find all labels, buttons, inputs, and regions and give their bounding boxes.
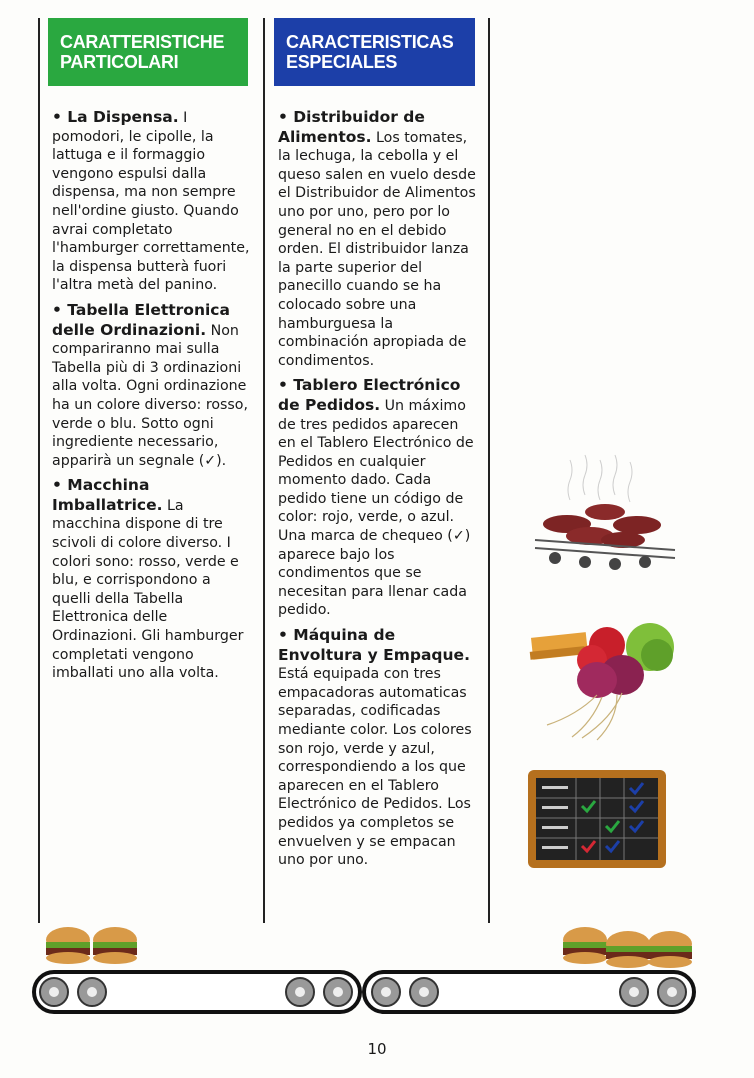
item-maquina: • Máquina de Envoltura y Empaque. Está equipada con tres empacadoras automaticas separadas, codificadas mediante color. Los colores son rojo, verde y azul, correspondiendo a los que aparecen en el Tablero Electrónico de Pedidos. Los pedidos ya completos se envuelven y se empacan uno por uno. [278,626,472,869]
vegetables-illustration [522,615,682,745]
column-spanish [278,108,478,876]
divider-left [38,18,40,923]
heading-spanish-text: CARACTERISTICAS ESPECIALES [286,32,454,72]
burger-icon [563,927,692,968]
conveyor-belt-illustration [30,920,710,1030]
burger-icon [46,927,137,964]
item-macchina: • Macchina Imballatrice. La macchina dispone di tre scivoli di colore diverso. I colori sono: rosso, verde e blu, e corrispondono a quelli della Tabella Elettronica delle Ordinazioni. Gli hamburger completati vengono imballati uno alla volta. [52,476,244,682]
order-board-illustration [528,770,668,870]
grill-illustration [525,450,685,580]
item-tabella: • Tabella Elettronica delle Ordinazioni. Non compariranno mai sulla Tabella più di 3 ordinazioni alla volta. Ogni ordinazione ha un colore diverso: rosso, verde o blu. Sotto ogni ingrediente necessario, apparirà un segnale (✓). [52,300,248,469]
item-distribuidor: • Distribuidor de Alimentos. Los tomates, la lechuga, la cebolla y el queso salen en vuelo desde el Distribuidor de Alimentos uno por uno, pero por lo general no en el debido orden. El distribuidor lanza la parte superior del panecillo cuando se ha colocado sobre una hamburguesa la combinación apropiada de condimentos. [278,108,476,369]
heading-italian [48,18,248,86]
heading-spanish [274,18,475,86]
item-dispensa: • La Dispensa. I pomodori, le cipolle, la lattuga e il formaggio vengono espulsi dalla dispensa, ma non sempre nell'ordine giusto. Quando avrai completato l'hamburger correttamente, la dispensa butterà fuori l'altra metà del panino. [52,108,250,294]
column-italian [52,108,252,689]
divider-middle [263,18,265,923]
heading-italian-text: CARATTERISTICHE PARTICOLARI [60,32,225,72]
page-number: 10 [367,1040,387,1058]
item-tablero: • Tablero Electrónico de Pedidos. Un máximo de tres pedidos aparecen en el Tablero Electrónico de Pedidos en cualquier momento dado. Cada pedido tiene un código de color: rojo, verde, o azul. Una marca de chequeo (✓) aparece bajo los condimentos que se necesitan para llenar cada pedido. [278,376,474,619]
divider-right [488,18,490,923]
